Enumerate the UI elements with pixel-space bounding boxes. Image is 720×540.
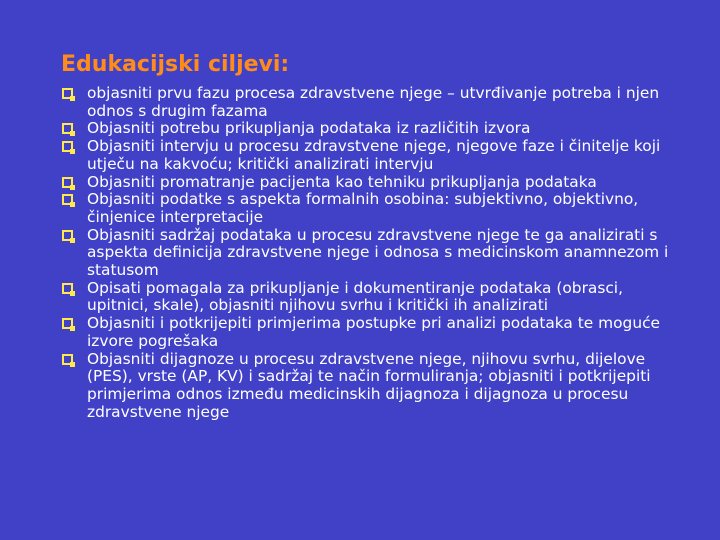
checkbox-square-icon xyxy=(62,177,73,188)
list-item xyxy=(62,174,672,192)
list-item-text: Objasniti promatranje pacijenta kao tehniku prikupljanja podataka xyxy=(87,172,597,191)
list-item xyxy=(62,280,672,315)
list-item-text: Objasniti dijagnoze u procesu zdravstvene njege, njihovu svrhu, dijelove (PES), vrste (AP, KV) i sadržaj te način formuliranja; objasniti i potkrijepiti primjerima odnos između medicinskih dijagnoza i dijagnoza u procesu zdravstvene njege xyxy=(87,349,651,421)
checkbox-square-icon xyxy=(62,123,73,134)
checkbox-square-icon xyxy=(62,283,73,294)
list-item-text: Objasniti podatke s aspekta formalnih osobina: subjektivno, objektivno, činjenice interpretacije xyxy=(87,190,639,226)
checkbox-square-icon xyxy=(62,230,73,241)
list-item xyxy=(62,85,672,120)
list-item xyxy=(62,227,672,280)
list-item-text: Objasniti sadržaj podataka u procesu zdravstvene njege te ga analizirati s aspekta definicija zdravstvene njege i odnosa s medicinskom anamnezom i statusom xyxy=(87,225,669,280)
checkbox-square-icon xyxy=(62,88,73,99)
list-item xyxy=(62,351,672,422)
checkbox-square-icon xyxy=(62,354,73,365)
list-item xyxy=(62,120,672,138)
list-item-text: Objasniti potrebu prikupljanja podataka iz različitih izvora xyxy=(87,119,531,138)
list-item-text: Objasniti intervju u procesu zdravstvene njege, njegove faze i činiteljе koji utječu na kakvoću; kritički analizirati intervju xyxy=(87,137,661,173)
slide-title: Edukacijski ciljevi: xyxy=(61,52,290,77)
list-item xyxy=(62,315,672,350)
checkbox-square-icon xyxy=(62,194,73,205)
list-item-text: Opisati pomagala za prikupljanje i dokumentiranje podataka (obrasci, upitnici, skale), objasniti njihovu svrhu i kritički ih analizirati xyxy=(87,278,623,315)
list-item xyxy=(62,191,672,226)
list-item xyxy=(62,138,672,173)
list-item-text: objasniti prvu fazu procesa zdravstvene njege – utvrđivanje potreba i njen odnos s drugim fazama xyxy=(87,84,660,120)
list-item-text: Objasniti i potkrijepiti primjerima postupke pri analizi podataka te moguće izvore pogrešaka xyxy=(87,314,661,350)
checkbox-square-icon xyxy=(62,141,73,152)
objectives-list xyxy=(62,85,672,421)
checkbox-square-icon xyxy=(62,318,73,329)
